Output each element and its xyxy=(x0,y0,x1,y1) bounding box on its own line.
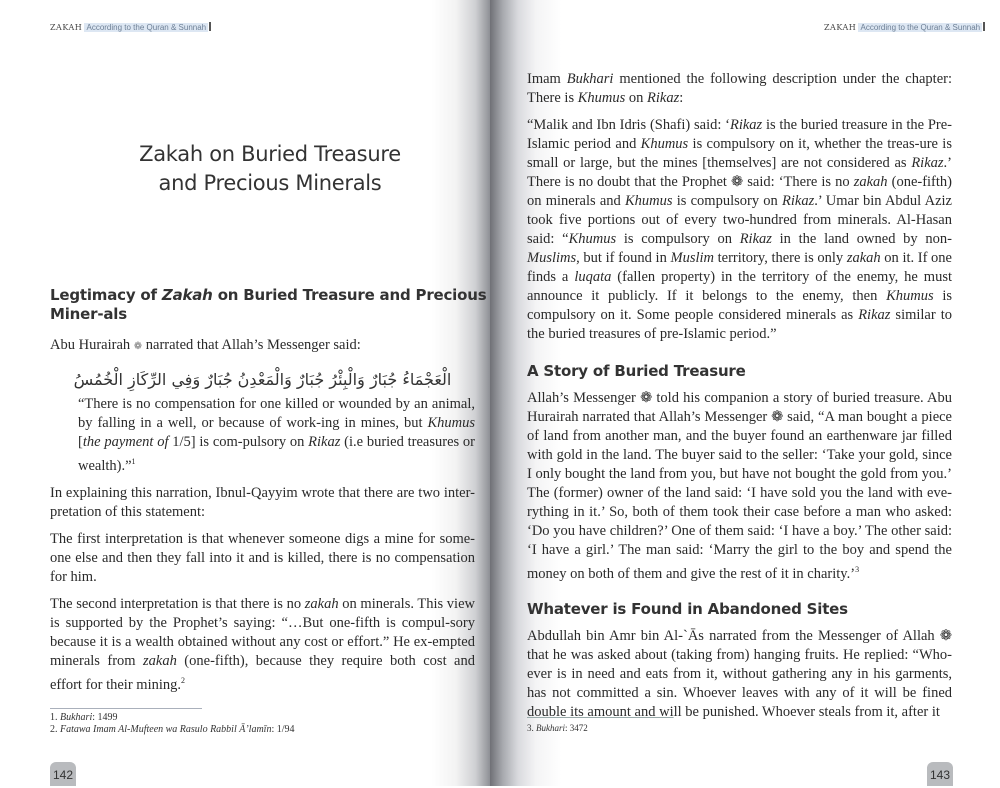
running-head-bar xyxy=(209,22,211,31)
italic-term: Rikaz xyxy=(647,90,680,106)
text: (fallen property) in the territory of the enemy, he must announce it publicly. If it belongs to the enemy, then xyxy=(527,269,952,304)
text: [ xyxy=(78,434,83,450)
footnote-1 xyxy=(50,712,470,724)
heading-text: on Buried Treasure and Precious Miner-als xyxy=(50,286,487,323)
running-head-brand: ZAKAH xyxy=(50,23,83,32)
italic-term: Rikaz xyxy=(739,231,772,247)
running-head-brand: ZAKAH xyxy=(824,23,857,32)
footnote-number: 1. xyxy=(50,712,60,723)
footnote-locator: : 1499 xyxy=(92,712,118,723)
italic-term: Khumus xyxy=(640,136,689,152)
italic-term: zakah xyxy=(846,250,881,266)
paragraph-malik-quote xyxy=(527,116,952,344)
text: on it. If one finds a xyxy=(527,250,952,285)
italic-term: Khumus xyxy=(886,288,934,304)
footnote-list xyxy=(50,712,470,736)
text: on minerals. This view is supported by the Prophet’s saying: “…But one-fifth is compul-sory because it is a wealth obtained without any cost or effort.” He ex-empted minerals from xyxy=(50,595,475,669)
footnote-ref: 1 xyxy=(131,457,136,466)
heading-italic: Zakah xyxy=(161,286,213,304)
page-number-left: 142 xyxy=(50,762,76,786)
paragraph-explanation: In explaining this narration, Ibnul-Qayyim wrote that there are two inter-pretation of this statement: xyxy=(50,484,475,520)
text: narrated that Allah’s Messenger said: xyxy=(142,337,361,353)
chapter-title-line1: Zakah on Buried Treasure xyxy=(139,142,401,166)
running-head-bar xyxy=(983,22,985,31)
footnote-source: Fatawa Imam Al-Mufteen wa Rasulo Rabbil Ā’lamīn xyxy=(60,724,272,735)
footnote-3 xyxy=(527,722,952,734)
page-number-right: 143 xyxy=(927,762,953,786)
italic-term: Rikaz xyxy=(911,155,944,171)
paragraph-story xyxy=(527,389,952,584)
paragraph-abandoned-sites xyxy=(527,627,952,722)
paragraph-bukhari-chapter xyxy=(527,70,952,108)
footnote-2 xyxy=(50,724,470,736)
italic-term: Rikaz xyxy=(858,307,891,323)
text: “Malik and Ibn Idris (Shafi) said: ‘ xyxy=(527,117,730,133)
italic-term: Muslims xyxy=(527,250,577,266)
body-text xyxy=(527,70,952,344)
text: is compulsory on it, whether the treas-ure is small or large, but the mines [themselves] are not considered as xyxy=(527,136,952,171)
footnote-locator: : 1/94 xyxy=(271,724,295,735)
italic-term: Rikaz xyxy=(729,117,763,133)
paragraph-first-interpretation: The first interpretation is that whenever someone digs a mine for some-one else and then they fall into it and is killed, there is no compensation for him. xyxy=(50,530,475,585)
italic-term: Rikaz xyxy=(782,193,815,209)
text: is compulsory on xyxy=(672,193,782,209)
text: in the land owned by non- xyxy=(771,231,952,247)
italic-term: Khumus xyxy=(624,193,673,209)
footnote-number: 2. xyxy=(50,724,60,735)
underlined-text: double its amount and wi xyxy=(527,703,674,720)
chapter-title-line2: and Precious Minerals xyxy=(158,171,382,195)
running-head-tagline: According to the Quran & Sunnah xyxy=(860,23,981,32)
text: Abu Hurairah xyxy=(50,337,134,353)
text: Imam xyxy=(527,71,567,87)
section-heading-abandoned-sites: Whatever is Found in Abandoned Sites xyxy=(527,599,848,618)
left-page-content xyxy=(50,286,487,703)
text: ll be punished. Whoever steals from it, after it xyxy=(673,703,940,720)
right-page-content xyxy=(527,70,952,734)
italic-term: zakah xyxy=(853,174,888,190)
text: 1/5] is com-pulsory on xyxy=(168,434,309,450)
italic-term: Rikaz xyxy=(308,434,341,450)
italic-term: Khumus xyxy=(568,231,617,247)
arabic-hadith: الْعَجْمَاءُ جُبَارٌ وَالْبِئْرُ جُبَارٌ وَالْمَعْدِنُ جُبَارٌ وَفِي الرِّكَازِ الْخُمُسُ xyxy=(73,370,452,389)
footnote-ref: 3 xyxy=(855,565,860,574)
text: on xyxy=(625,90,648,106)
heading-text: Legtimacy of xyxy=(50,286,162,304)
italic-term: luqata xyxy=(574,269,612,285)
footnote-rule xyxy=(50,708,202,709)
footnote-source: Bukhari xyxy=(60,712,93,723)
footnote-source: Bukhari xyxy=(536,722,565,733)
text: is compulsory on xyxy=(616,231,740,247)
chapter-title xyxy=(90,140,450,198)
text: mentioned the following description under the chapter: There is xyxy=(527,71,952,106)
italic-term: Bukhari xyxy=(566,71,614,87)
honorific-icon: ❁ xyxy=(133,341,143,352)
text: Allah’s Messenger ❁ told his companion a story of buried treasure. Abu Hurairah narrated that Allah’s Messenger ❁ said, “A man bought a piece of land from another man, and the buyer found an earthenware jar filled with gold in the land. The buyer said to the seller: ‘Take your gold, since I only bought the land from you, but have not bought the gold from you.’ The (former) owner of the land said: ‘I have sold you the land with eve-rything in it.’ So, both of them took their case before a man who asked: ‘Do you have children?’ One of them said: ‘I have a boy.’ The other said: ‘I have a girl.’ The man said: ‘Marry the girl to the boy and spend the money on both of them and give the rest of it in charity.’ xyxy=(527,390,952,582)
running-head-tagline: According to the Quran & Sunnah xyxy=(86,23,207,32)
text: (one-fifth), because they require both cost and effort for their mining. xyxy=(50,652,475,693)
italic-term: Muslim xyxy=(670,250,714,266)
text: similar to the buried treasures of pre-Islamic period.” xyxy=(527,307,952,342)
running-head-left xyxy=(50,22,211,32)
footnote-ref: 2 xyxy=(181,675,186,685)
italic-term: the payment of xyxy=(82,434,169,450)
body-text xyxy=(50,336,475,695)
italic-term: Khumus xyxy=(427,415,475,431)
text: “There is no compensation for one killed or wounded by an animal, by falling in a well, or because of work-ing in mines, but xyxy=(78,396,475,431)
text: is the buried treasure in the Pre-Islamic period and xyxy=(527,117,952,152)
intro-paragraph xyxy=(50,336,475,356)
text: .’ There is no doubt that the Prophet ❁ said: ‘There is no xyxy=(527,155,952,190)
italic-term: Khumus xyxy=(577,90,626,106)
text: The second interpretation is that there is no xyxy=(50,595,305,612)
body-text xyxy=(527,389,952,584)
text: , but if found in xyxy=(576,250,671,266)
footnote-locator: : 3472 xyxy=(565,722,588,733)
text: : xyxy=(679,90,684,106)
footnote-number: 3. xyxy=(527,722,536,733)
hadith-translation xyxy=(50,395,475,476)
footnotes-left xyxy=(50,708,470,736)
italic-term: zakah xyxy=(143,652,177,669)
text: is compulsory on it. Some people considered minerals as xyxy=(527,288,952,323)
text: Abdullah bin Amr bin Al-`Ās narrated from the Messenger of Allah ❁ that he was asked about (taking from) hanging fruits. He replied: “Who-ever is in need and eats from it, without gathering any in his garments, has not committed a sin. Whoever leaves with any of it will be fined xyxy=(527,627,952,701)
text: (one-fifth) on minerals and xyxy=(527,174,952,209)
section-heading-legitimacy xyxy=(50,286,490,324)
text: .’ Umar bin Abdul Aziz took five portions out of every two-hundred from minerals. Al-Hasan said: “ xyxy=(527,193,952,247)
text: (i.e buried treasures or wealth).” xyxy=(78,434,476,474)
text: territory, there is only xyxy=(713,250,847,266)
section-heading-story: A Story of Buried Treasure xyxy=(527,362,746,380)
running-head-right xyxy=(824,22,985,32)
body-text xyxy=(527,627,952,722)
left-page xyxy=(0,0,490,786)
paragraph-second-interpretation xyxy=(50,595,475,695)
italic-term: zakah xyxy=(304,595,339,612)
